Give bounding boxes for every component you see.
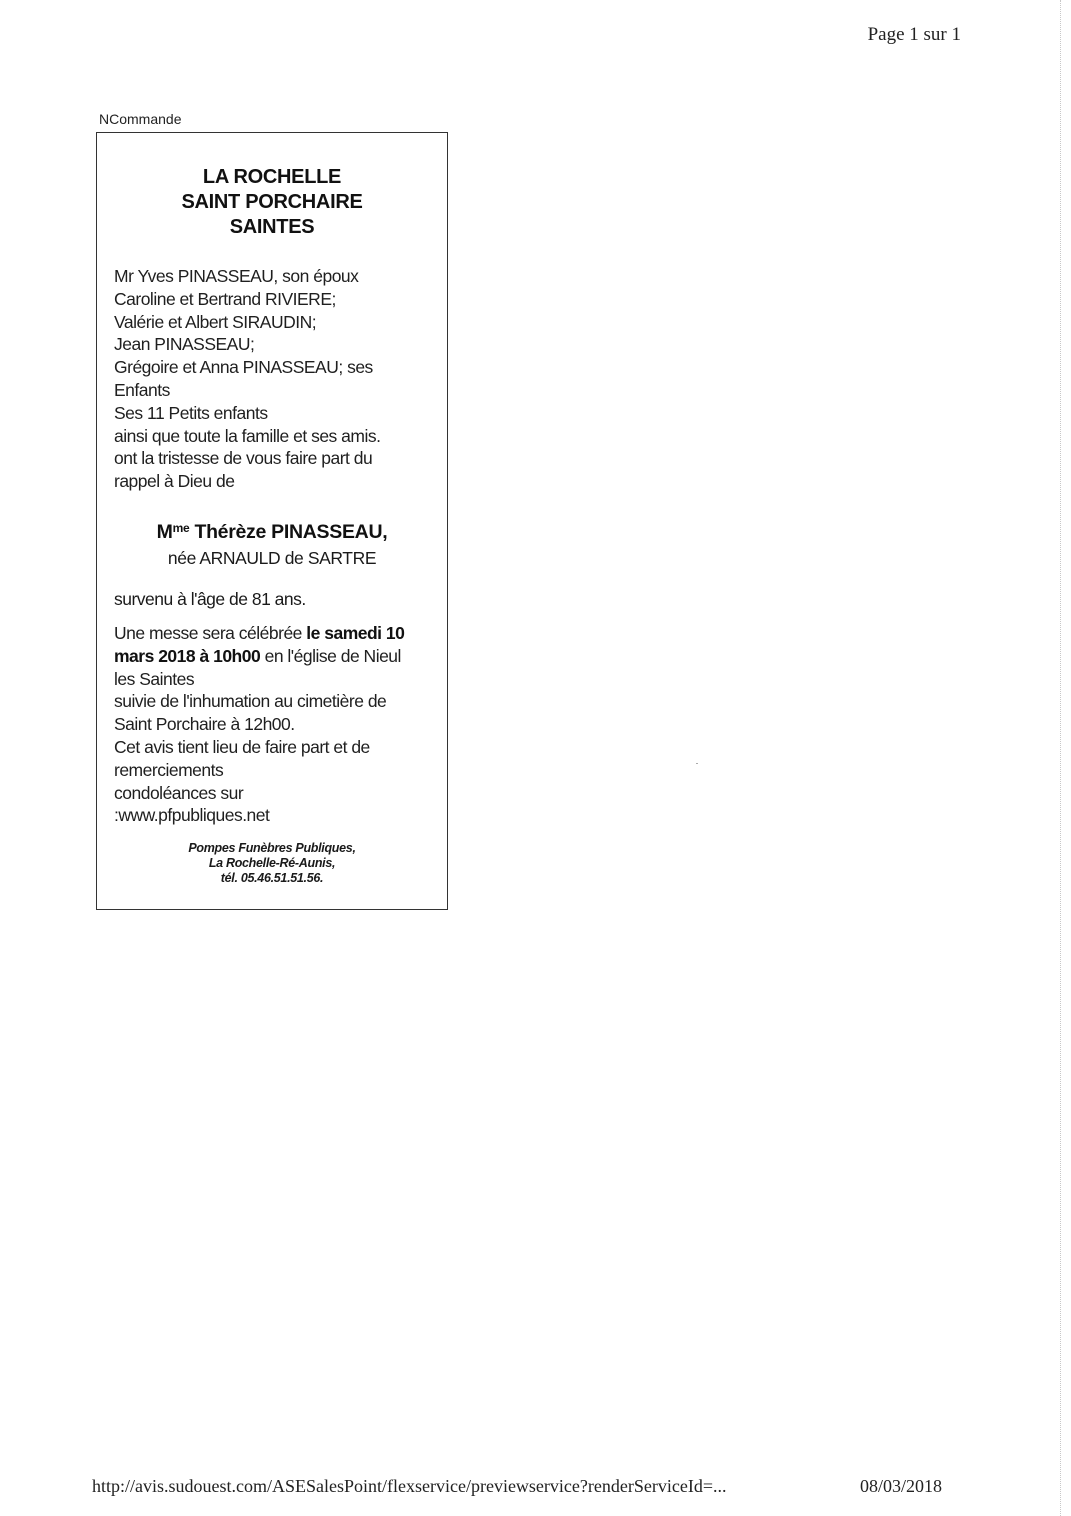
ceremony-line	[114, 645, 435, 668]
funeral-home-phone: tél. 05.46.51.51.56.	[220, 871, 324, 886]
town-title: SAINTES	[229, 216, 315, 238]
ceremony-line	[114, 622, 435, 645]
ceremony-text: Une messe sera célébrée	[114, 622, 307, 643]
town-title: LA ROCHELLE	[202, 166, 342, 188]
notice-content	[114, 165, 435, 886]
footer-url: http://avis.sudouest.com/ASESalesPoint/flexservice/previewservice?renderServiceId=...	[92, 1476, 727, 1496]
deceased-name	[97, 515, 447, 545]
family-line: Grégoire et Anna PINASSEAU; ses	[114, 357, 373, 378]
ceremony-time: mars 2018 à 10h00	[114, 645, 261, 666]
town-titles	[97, 165, 447, 240]
ceremony-line: Saint Porchaire à 12h00.	[114, 714, 295, 735]
funeral-home-info	[97, 841, 447, 886]
ceremony-line: suivie de l'inhumation au cimetière de	[114, 691, 387, 712]
scan-speck	[696, 763, 698, 764]
funeral-home-line: La Rochelle-Ré-Aunis,	[208, 856, 336, 871]
birth-name: née ARNAULD de SARTRE	[167, 547, 377, 568]
family-line: Enfants	[114, 379, 170, 400]
family-line: ont la tristesse de vous faire part du	[114, 448, 373, 469]
ceremony-info	[114, 622, 435, 827]
family-line: rappel à Dieu de	[114, 471, 235, 492]
deceased-fullname: Thérèze PINASSEAU,	[194, 520, 388, 543]
family-line: Valérie et Albert SIRAUDIN;	[114, 311, 317, 332]
ceremony-line: Cet avis tient lieu de faire part et de	[114, 736, 370, 757]
ceremony-date: le samedi 10	[306, 622, 405, 643]
family-line: Mr Yves PINASSEAU, son époux	[114, 266, 359, 286]
ceremony-line: remerciements	[114, 759, 224, 780]
footer-date: 08/03/2018	[860, 1476, 943, 1496]
family-line: Ses 11 Petits enfants	[114, 402, 268, 423]
title-prefix: M	[156, 520, 173, 543]
scan-edge-line	[1060, 0, 1061, 1516]
condolences-link: :www.pfpubliques.net	[114, 805, 270, 826]
ceremony-text: en l'église de Nieul	[260, 645, 401, 666]
town-title: SAINT PORCHAIRE	[181, 191, 363, 213]
ceremony-line: les Saintes	[114, 668, 195, 689]
obituary-notice	[96, 132, 448, 910]
family-line: ainsi que toute la famille et ses amis.	[114, 425, 381, 446]
family-list	[114, 265, 435, 493]
family-line: Caroline et Bertrand RIVIERE;	[114, 288, 336, 309]
ceremony-line: condoléances sur	[114, 782, 244, 803]
deceased-block	[97, 515, 447, 571]
title-suffix: me	[172, 520, 190, 535]
family-line: Jean PINASSEAU;	[114, 334, 255, 355]
order-label: NCommande	[99, 111, 182, 127]
funeral-home-line: Pompes Funèbres Publiques,	[188, 841, 356, 856]
age-line: survenu à l'âge de 81 ans.	[114, 588, 306, 609]
page-number: Page 1 sur 1	[867, 24, 961, 45]
